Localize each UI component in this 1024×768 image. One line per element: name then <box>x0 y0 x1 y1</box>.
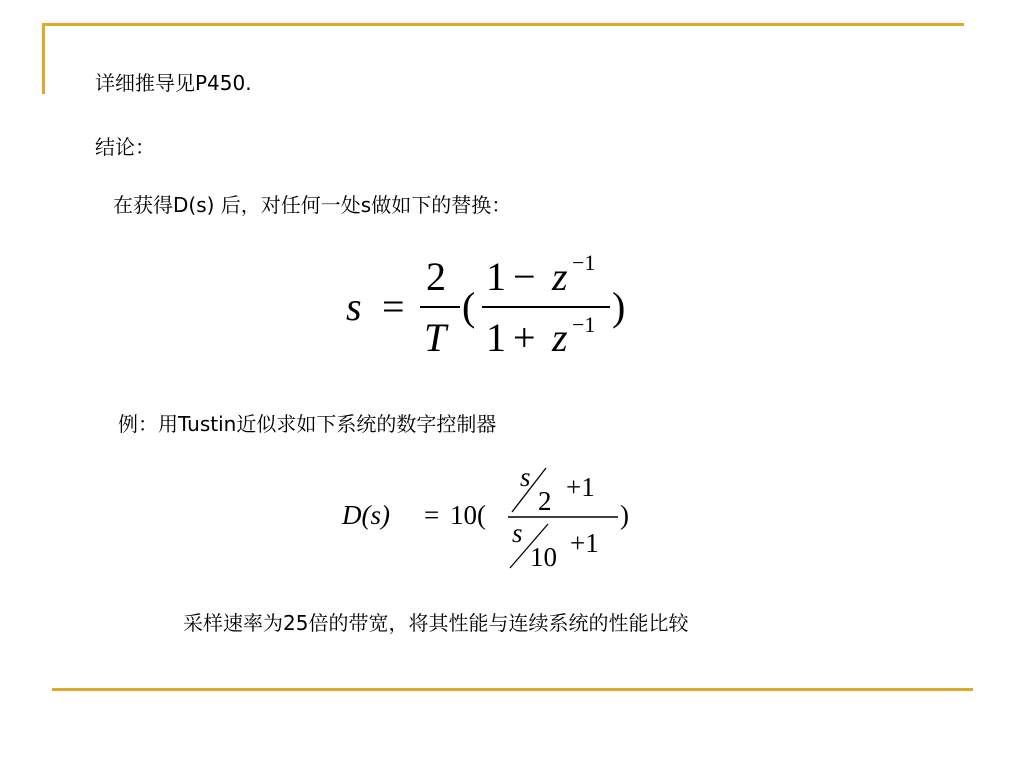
eq2-bot-var: s <box>512 518 523 548</box>
eq1-lparen: ( <box>462 284 476 329</box>
tustin-substitution-formula <box>340 248 650 368</box>
eq1-den-coef: T <box>424 315 447 360</box>
eq1-num-exp: −1 <box>572 250 596 275</box>
bottom-rule <box>52 688 973 691</box>
eq1-num-coef: 2 <box>426 254 446 299</box>
eq1-num-one: 1 <box>486 254 506 299</box>
eq2-top-var: s <box>520 462 531 492</box>
eq2-bot-div: 10 <box>530 542 557 572</box>
eq1-den-one: 1 <box>486 315 506 360</box>
eq2-rparen: ) <box>620 500 629 530</box>
eq2-top-plus: +1 <box>566 472 595 502</box>
derivation-reference: 详细推导见P450. <box>95 71 252 95</box>
eq1-den-exp: −1 <box>572 312 596 337</box>
eq1-num-var: z <box>552 254 568 299</box>
eq2-equals: = <box>424 500 440 530</box>
conclusion-heading: 结论： <box>95 135 155 159</box>
example-statement: 例：用Tustin近似求如下系统的数字控制器 <box>118 412 497 436</box>
eq2-bot-plus: +1 <box>570 528 599 558</box>
left-rule <box>42 23 45 94</box>
eq2-lhs: D(s) <box>342 500 390 530</box>
substitution-instruction: 在获得D(s) 后，对任何一处s做如下的替换： <box>113 193 512 217</box>
comparison-task: 采样速率为25倍的带宽，将其性能与连续系统的性能比较 <box>183 611 689 635</box>
eq1-equals: = <box>382 284 405 329</box>
top-rule <box>42 23 964 26</box>
eq1-den-op: + <box>513 315 536 360</box>
eq1-rparen: ) <box>612 284 626 329</box>
eq2-gain: 10( <box>450 500 486 530</box>
eq1-den-var: z <box>552 315 568 360</box>
controller-transfer-function <box>340 462 640 574</box>
eq1-num-op: − <box>513 254 536 299</box>
eq2-top-div: 2 <box>538 486 552 516</box>
eq1-lhs: s <box>346 284 362 329</box>
